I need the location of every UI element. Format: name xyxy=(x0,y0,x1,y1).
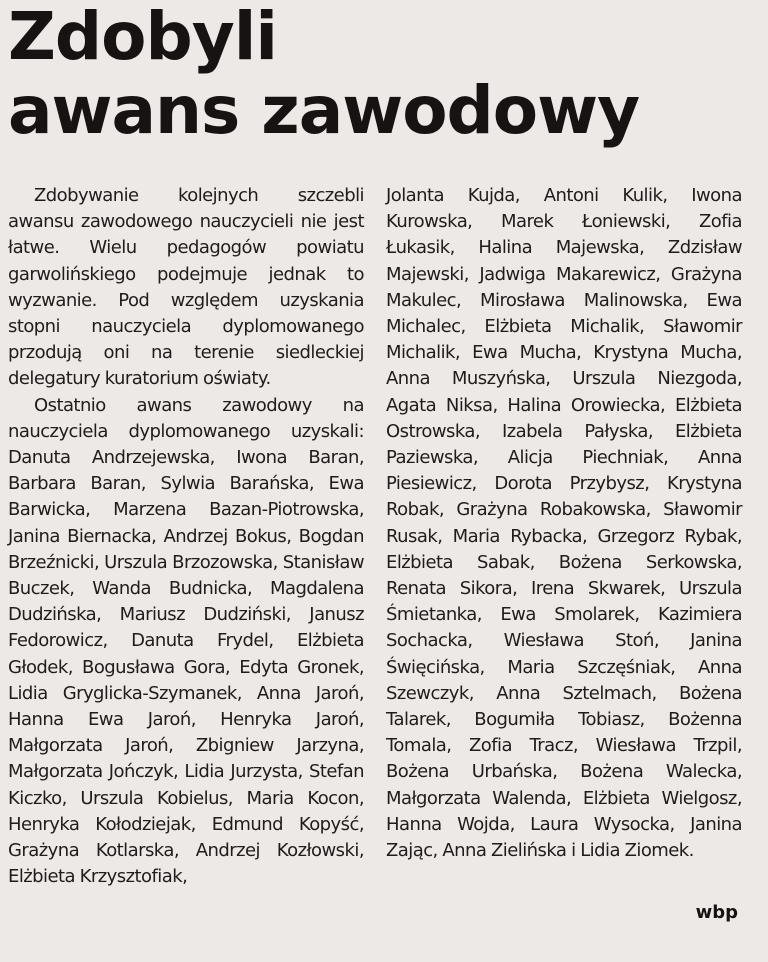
article-column-right xyxy=(386,183,742,864)
article-paragraph-list-continued: Jolanta Kujda, Antoni Kulik, Iwona Kurowska, Marek Łoniewski, Zofia Łukasik, Halina Majewska, Zdzisław Majewski, Jadwiga Makarewicz, Grażyna Makulec, Mirosława Malinowska, Ewa Michalec, Elżbieta Michalik, Sławomir Michalik, Ewa Mucha, Krystyna Mucha, Anna Muszyńska, Urszula Niezgoda, Agata Niksa, Halina Orowiecka, Elżbieta Ostrowska, Izabela Pałyska, Elżbieta Paziewska, Alicja Piechniak, Anna Piesiewicz, Dorota Przybysz, Krystyna Robak, Grażyna Robakowska, Sławomir Rusak, Maria Rybacka, Grzegorz Rybak, Elżbieta Sabak, Bożena Serkowska, Renata Sikora, Irena Skwarek, Urszula Śmietanka, Ewa Smolarek, Kazimiera Sochacka, Wiesława Stoń, Janina Święcińska, Maria Szczęśniak, Anna Szewczyk, Anna Sztelmach, Bożena Talarek, Bogumiła Tobiasz, Bożenna Tomala, Zofia Tracz, Wiesława Trzpil, Bożena Urbańska, Bożena Walecka, Małgorzata Walenda, Elżbieta Wielgosz, Hanna Wojda, Laura Wysocka, Janina Zając, Anna Zielińska i Lidia Ziomek. xyxy=(386,185,742,862)
headline-line-2: awans zawodowy xyxy=(8,72,640,149)
article-paragraph-list-start: Ostatnio awans zawodowy na nauczyciela dyplomowanego uzyskali: Danuta Andrzejewska, Iwona Baran, Barbara Baran, Sylwia Barańska, Ewa Barwicka, Marzena Bazan-Piotrowska, Janina Biernacka, Andrzej Bokus, Bogdan Brzeźnicki, Urszula Brzozowska, Stanisław Buczek, Wanda Budnicka, Magdalena Dudzińska, Mariusz Dudziński, Janusz Fedorowicz, Danuta Frydel, Elżbieta Głodek, Bogusława Gora, Edyta Gronek, Lidia Gryglicka-Szymanek, Anna Jaroń, Hanna Ewa Jaroń, Henryka Jaroń, Małgorzata Jaroń, Zbigniew Jarzyna, Małgorzata Jończyk, Lidia Jurzysta, Stefan Kiczko, Urszula Kobielus, Maria Kocon, Henryka Kołodziejak, Edmund Kopyść, Grażyna Kotlarska, Andrzej Kozłowski, Elżbieta Krzysztofiak, xyxy=(8,394,364,888)
author-signature: wbp xyxy=(695,902,738,923)
headline-line-1: Zdobyli xyxy=(8,0,277,75)
article-column-left xyxy=(8,183,364,890)
article-paragraph-intro: Zdobywanie kolejnych szczebli awansu zawodowego nauczycieli nie jest łatwe. Wielu pedagogów powiatu garwolińskiego podejmuje jednak to wyzwanie. Pod względem uzyskania stopni nauczyciela dyplomowanego przodują oni na terenie siedleckiej delegatury kuratorium oświaty. xyxy=(8,185,364,390)
article-headline xyxy=(8,0,639,148)
